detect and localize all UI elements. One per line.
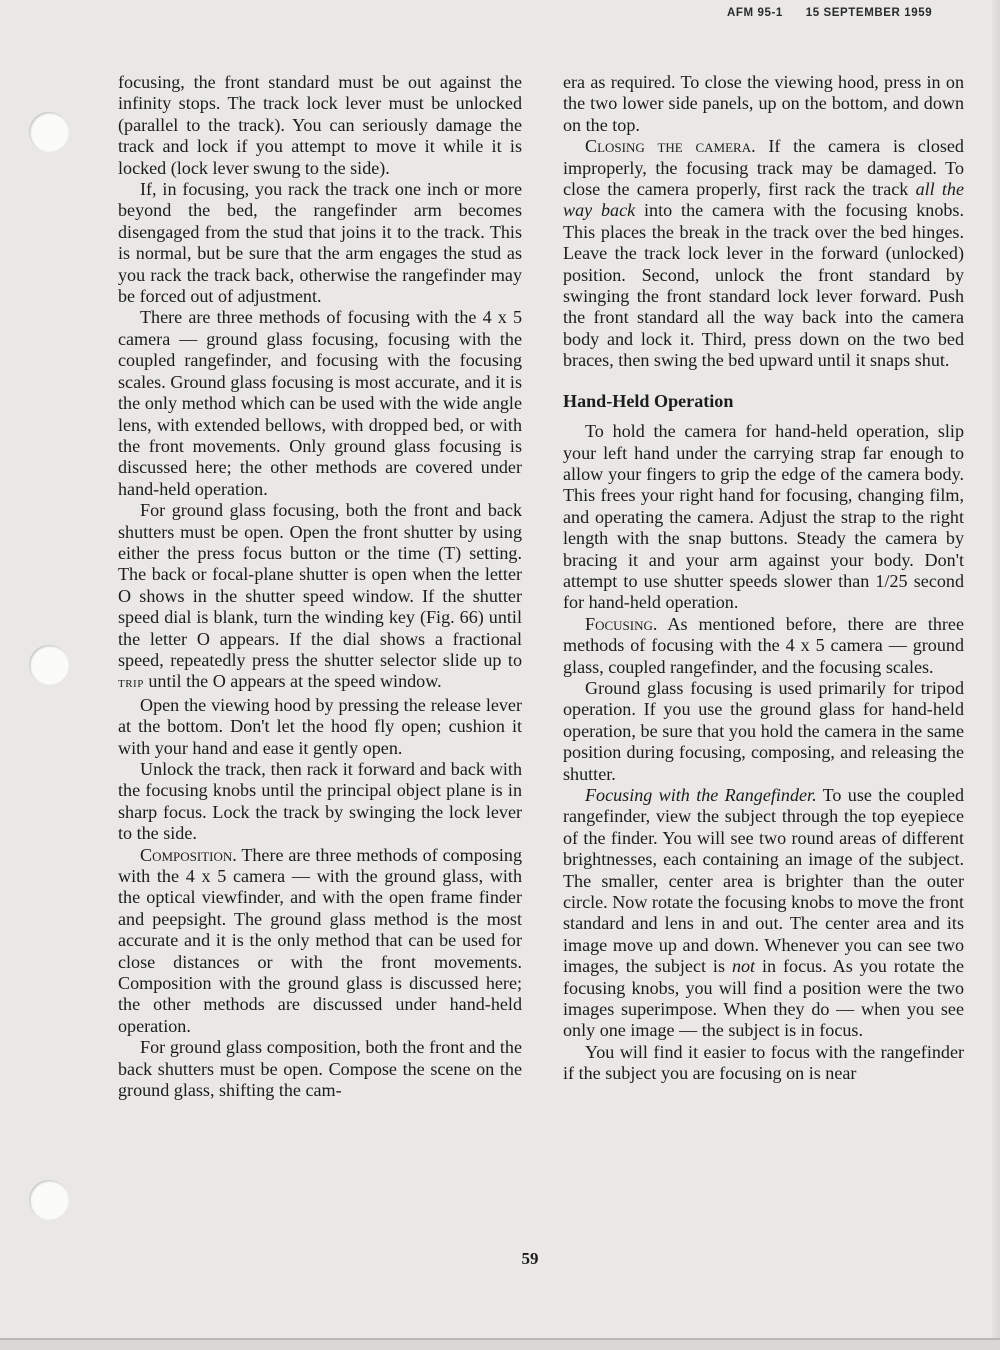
paragraph-focusing-methods: There are three methods of focusing with the 4 x 5 camera — ground glass focusing, focusing with the coupled rangefinder, and focusing with the focusing scales. Ground glass focusing is most accurate, and it is the only method which can be used with the wide angle lens, with extended bellows, with dropped bed, or with the front movements. Only ground glass focusing is discussed here; the other methods are covered under hand-held operation.: [118, 307, 522, 499]
paragraph-ground-glass-tripod: Ground glass focusing is used primarily for tripod operation. If you use the ground glass for hand-held operation, be sure that you hold the camera in the same position during focusing, composing, and releasing the shutter.: [563, 677, 964, 784]
paragraph-rangefinder-arm: If, in focusing, you rack the track one inch or more beyond the bed, the rangefinder arm becomes disengaged from the stud that joins it to the track. This is normal, but be sure that the arm engages the stud as you rack the track back, otherwise the rangefinder may be forced out of adjustment.: [118, 179, 522, 307]
run-in-heading-rangefinder: Focusing with the Rangefinder.: [585, 785, 817, 805]
binder-hole-middle: [29, 645, 69, 685]
binder-hole-bottom: [29, 1180, 69, 1220]
trip-setting-label: trip: [118, 675, 144, 692]
section-heading-hand-held: Hand-Held Operation: [563, 390, 734, 411]
paragraph-rangefinder-tip: You will find it easier to focus with the rangefinder if the subject you are focusing on is near: [563, 1041, 964, 1084]
paragraph-rangefinder-focusing: Focusing with the Rangefinder. To use the coupled rangefinder, view the subject through the top eyepiece of the finder. You will see two round areas of different brightnesses, each containing an image of the subject. The smaller, center area is brighter than the outer circle. Now rotate the focusing knobs to move the front standard and lens in and out. The center area and its image move up and down. Whenever you can see two images, the subject is not in focus. As you rotate the focusing knobs, you will find a position were the two images superimpose. When they do — when you see only one image — the subject is in focus.: [563, 785, 964, 1041]
paragraph-ground-glass-composition: For ground glass composition, both the front and the back shutters must be open. Compose the scene on the ground glass, shifting the cam-: [118, 1037, 522, 1101]
document-date: 15 SEPTEMBER 1959: [805, 7, 933, 19]
document-id: AFM 95-1: [727, 7, 783, 19]
page-bottom-strip: [0, 1340, 1000, 1350]
run-in-heading-focusing: Focusing.: [585, 613, 658, 634]
paragraph-ground-glass-focusing: For ground glass focusing, both the front and back shutters must be open. Open the front shutter by using either the press focus button or the time (T) setting. The back or focal-plane shutter is open when the letter O shows in the shutter speed window. If the shutter speed dial is blank, turn the winding key (Fig. 66) until the letter O appears. If the dial shows a fractional speed, repeatedly press the shutter selector slide up to trip until the O appears at the speed window.: [118, 500, 522, 692]
paragraph-viewing-hood: Open the viewing hood by pressing the release lever at the bottom. Don't let the hood fly open; cushion it with your hand and ease it gently open.: [118, 694, 522, 758]
paragraph-unlock-track: Unlock the track, then rack it forward and back with the focusing knobs until the principal object plane is in sharp focus. Lock the track by swinging the lock lever to the side.: [118, 759, 522, 844]
run-in-heading-composition: Composition.: [140, 844, 237, 865]
running-header: [727, 7, 967, 19]
paragraph-infinity-stops: focusing, the front standard must be out against the infinity stops. The track lock lever must be unlocked (parallel to the track). You can seriously damage the track and lock if you attempt to move it while it is locked (lock lever swung to the side).: [118, 72, 522, 178]
paragraph-closing-camera: Closing the camera. If the camera is closed improperly, the focusing track may be damaged. To close the camera properly, first rack the track all the way back into the camera with the focusing knobs. This places the break in the track over the bed hinges. Leave the track lock lever in the forward (unlocked) position. Second, unlock the front standard by swinging the front standard lock lever forward. Push the front standard all the way back into the camera body and lock it. Third, press down on the two bed braces, then swing the bed upward until it snaps shut.: [563, 136, 964, 371]
binder-hole-top: [29, 112, 69, 152]
page-number: 59: [521, 1249, 539, 1268]
paragraph-hand-held: To hold the camera for hand-held operation, slip your left hand under the carrying strap far enough to allow your fingers to grip the edge of the camera body. This frees your right hand for focusing, changing film, and operating the camera. Adjust the strap to the right length with the snap buttons. Steady the camera by bracing it and your arm against your body. Don't attempt to use shutter speeds slower than 1/25 second for hand-held operation.: [563, 421, 964, 613]
emphasis-all-the-way-back: all the way back: [563, 179, 964, 221]
emphasis-not: not: [731, 956, 756, 977]
paragraph-composition: Composition. There are three methods of composing with the 4 x 5 camera — with the ground glass, with the optical viewfinder, and with the open frame finder and peepsight. The ground glass method is the most accurate and it is the only method that can be used for close distances or with the front movements. Composition with the ground glass is discussed here; the other methods are discussed under hand-held operation.: [118, 844, 522, 1036]
right-column: [563, 72, 964, 1085]
run-in-heading-closing: Closing the camera.: [585, 136, 756, 157]
page-edge-shadow: [992, 0, 1000, 1350]
left-column: [118, 72, 522, 1102]
paragraph-focusing: Focusing. As mentioned before, there are three methods of focusing with the 4 x 5 camera — ground glass, coupled rangefinder, and the focusing scales.: [563, 613, 964, 677]
paragraph-viewing-hood-close: era as required. To close the viewing hood, press in on the two lower side panels, up on the bottom, and down on the top.: [563, 72, 964, 135]
